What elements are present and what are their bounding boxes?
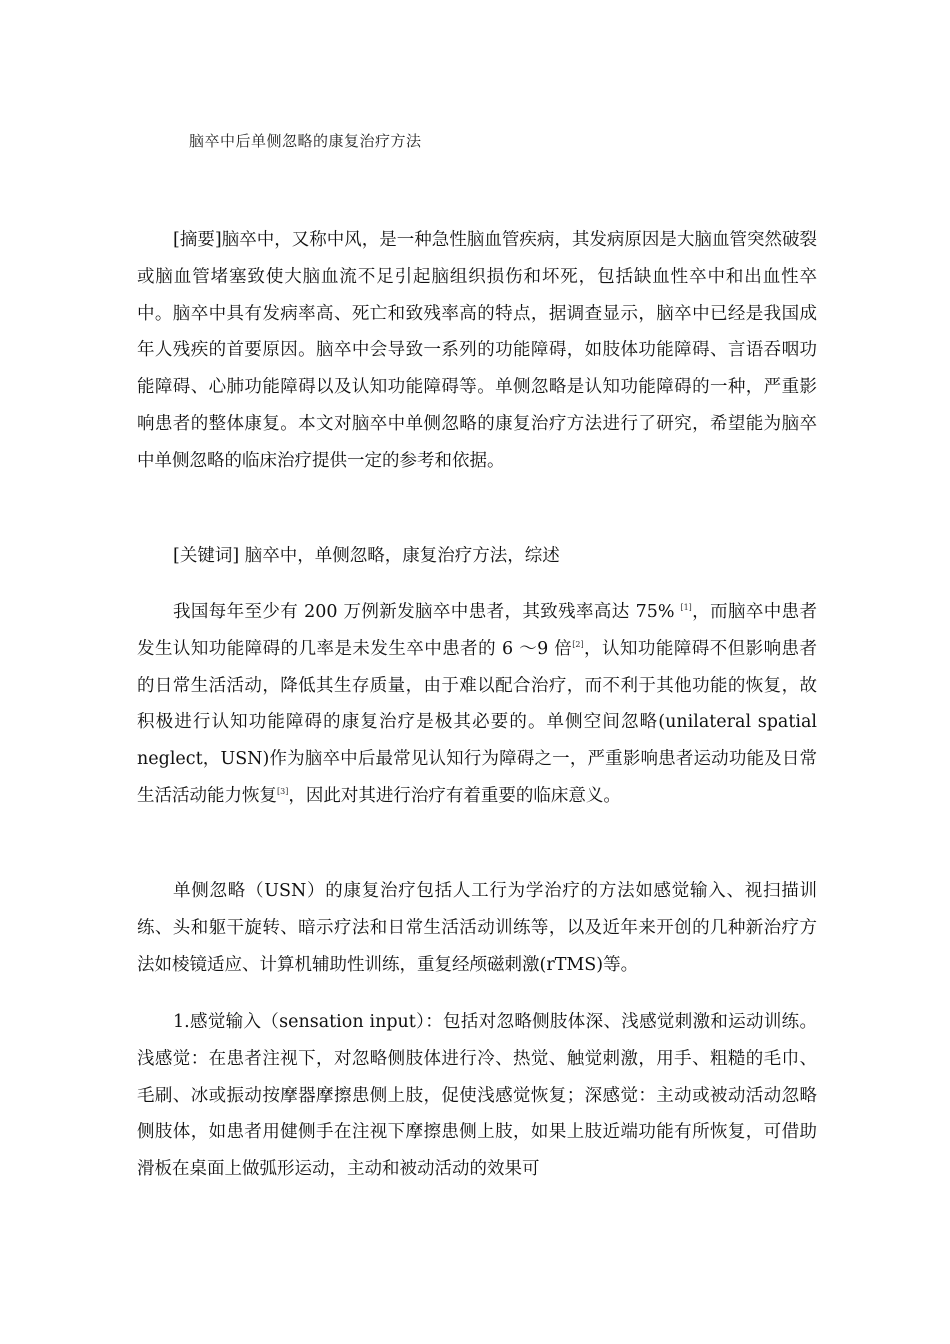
abstract-text: 脑卒中，又称中风，是一种急性脑血管疾病，其发病原因是大脑血管突然破裂或脑血管堵塞致使大脑血流不足引起脑组织损伤和坏死，包括缺血性卒中和出血性卒中。脑卒中具有发病率高、死亡和致残率高的特点，据调查显示，脑卒中已经是我国成年人残疾的首要原因。脑卒中会导致一系列的功能障碍，如肢体功能障碍、言语吞咽功能障碍、心肺功能障碍以及认知功能障碍等。单侧忽略是认知功能障碍的一种，严重影响患者的整体康复。本文对脑卒中单侧忽略的康复治疗方法进行了研究，希望能为脑卒中单侧忽略的临床治疗提供一定的参考和依据。 xyxy=(137,230,818,471)
document-title: 脑卒中后单侧忽略的康复治疗方法 xyxy=(189,132,422,150)
paragraph-segment: 我国每年至少有 200 万例新发脑卒中患者，其致残率高达 75% xyxy=(173,602,681,622)
abstract-paragraph xyxy=(137,222,817,480)
keywords-paragraph xyxy=(137,538,817,575)
paragraph-text xyxy=(137,594,817,815)
body-paragraph-1 xyxy=(137,594,817,815)
citation-ref-2: [2] xyxy=(572,639,584,649)
keywords-label: [关键词] xyxy=(173,546,240,566)
body-paragraph-2 xyxy=(137,873,817,983)
keywords-text: 脑卒中，单侧忽略，康复治疗方法，综述 xyxy=(239,546,560,566)
paragraph-text: 1.感觉输入（sensation input）：包括对忽略侧肢体深、浅感觉刺激和运动训练。浅感觉：在患者注视下，对忽略侧肢体进行冷、热觉、触觉刺激，用手、粗糙的毛巾、毛刷、冰或振动按摩器摩擦患侧上肢，促使浅感觉恢复；深感觉：主动或被动活动忽略侧肢体，如患者用健侧手在注视下摩擦患侧上肢，如果上肢近端功能有所恢复，可借助滑板在桌面上做弧形运动，主动和被动活动的效果可 xyxy=(137,1012,817,1180)
paragraph-segment: ，而脑卒中患者发生认知功能障碍的几率是未发生卒中患者的 6 ～9 倍 xyxy=(137,602,817,659)
citation-ref-3: [3] xyxy=(277,787,289,797)
paragraph-segment: ，认知功能障碍不但影响患者的日常生活活动，降低其生存质量，由于难以配合治疗，而不利于其他功能的恢复，故积极进行认知功能障碍的康复治疗是极其必要的。单侧空间忽略(unilateral spatial neglect，USN)作为脑卒中后最常见认知行为障碍之一，严重影响患者运动功能及日常生活活动能力恢复 xyxy=(137,638,817,806)
abstract-label: [摘要] xyxy=(173,230,222,250)
body-paragraph-3 xyxy=(137,1004,817,1188)
abstract-section xyxy=(137,222,817,480)
citation-ref-1: [1] xyxy=(680,603,692,613)
keywords-section xyxy=(137,538,817,575)
paragraph-text: 单侧忽略（USN）的康复治疗包括人工行为学治疗的方法如感觉输入、视扫描训练、头和躯干旋转、暗示疗法和日常生活活动训练等，以及近年来开创的几种新治疗方法如棱镜适应、计算机辅助性训练，重复经颅磁刺激(rTMS)等。 xyxy=(137,881,817,975)
paragraph-segment: ，因此对其进行治疗有着重要的临床意义。 xyxy=(288,785,621,806)
